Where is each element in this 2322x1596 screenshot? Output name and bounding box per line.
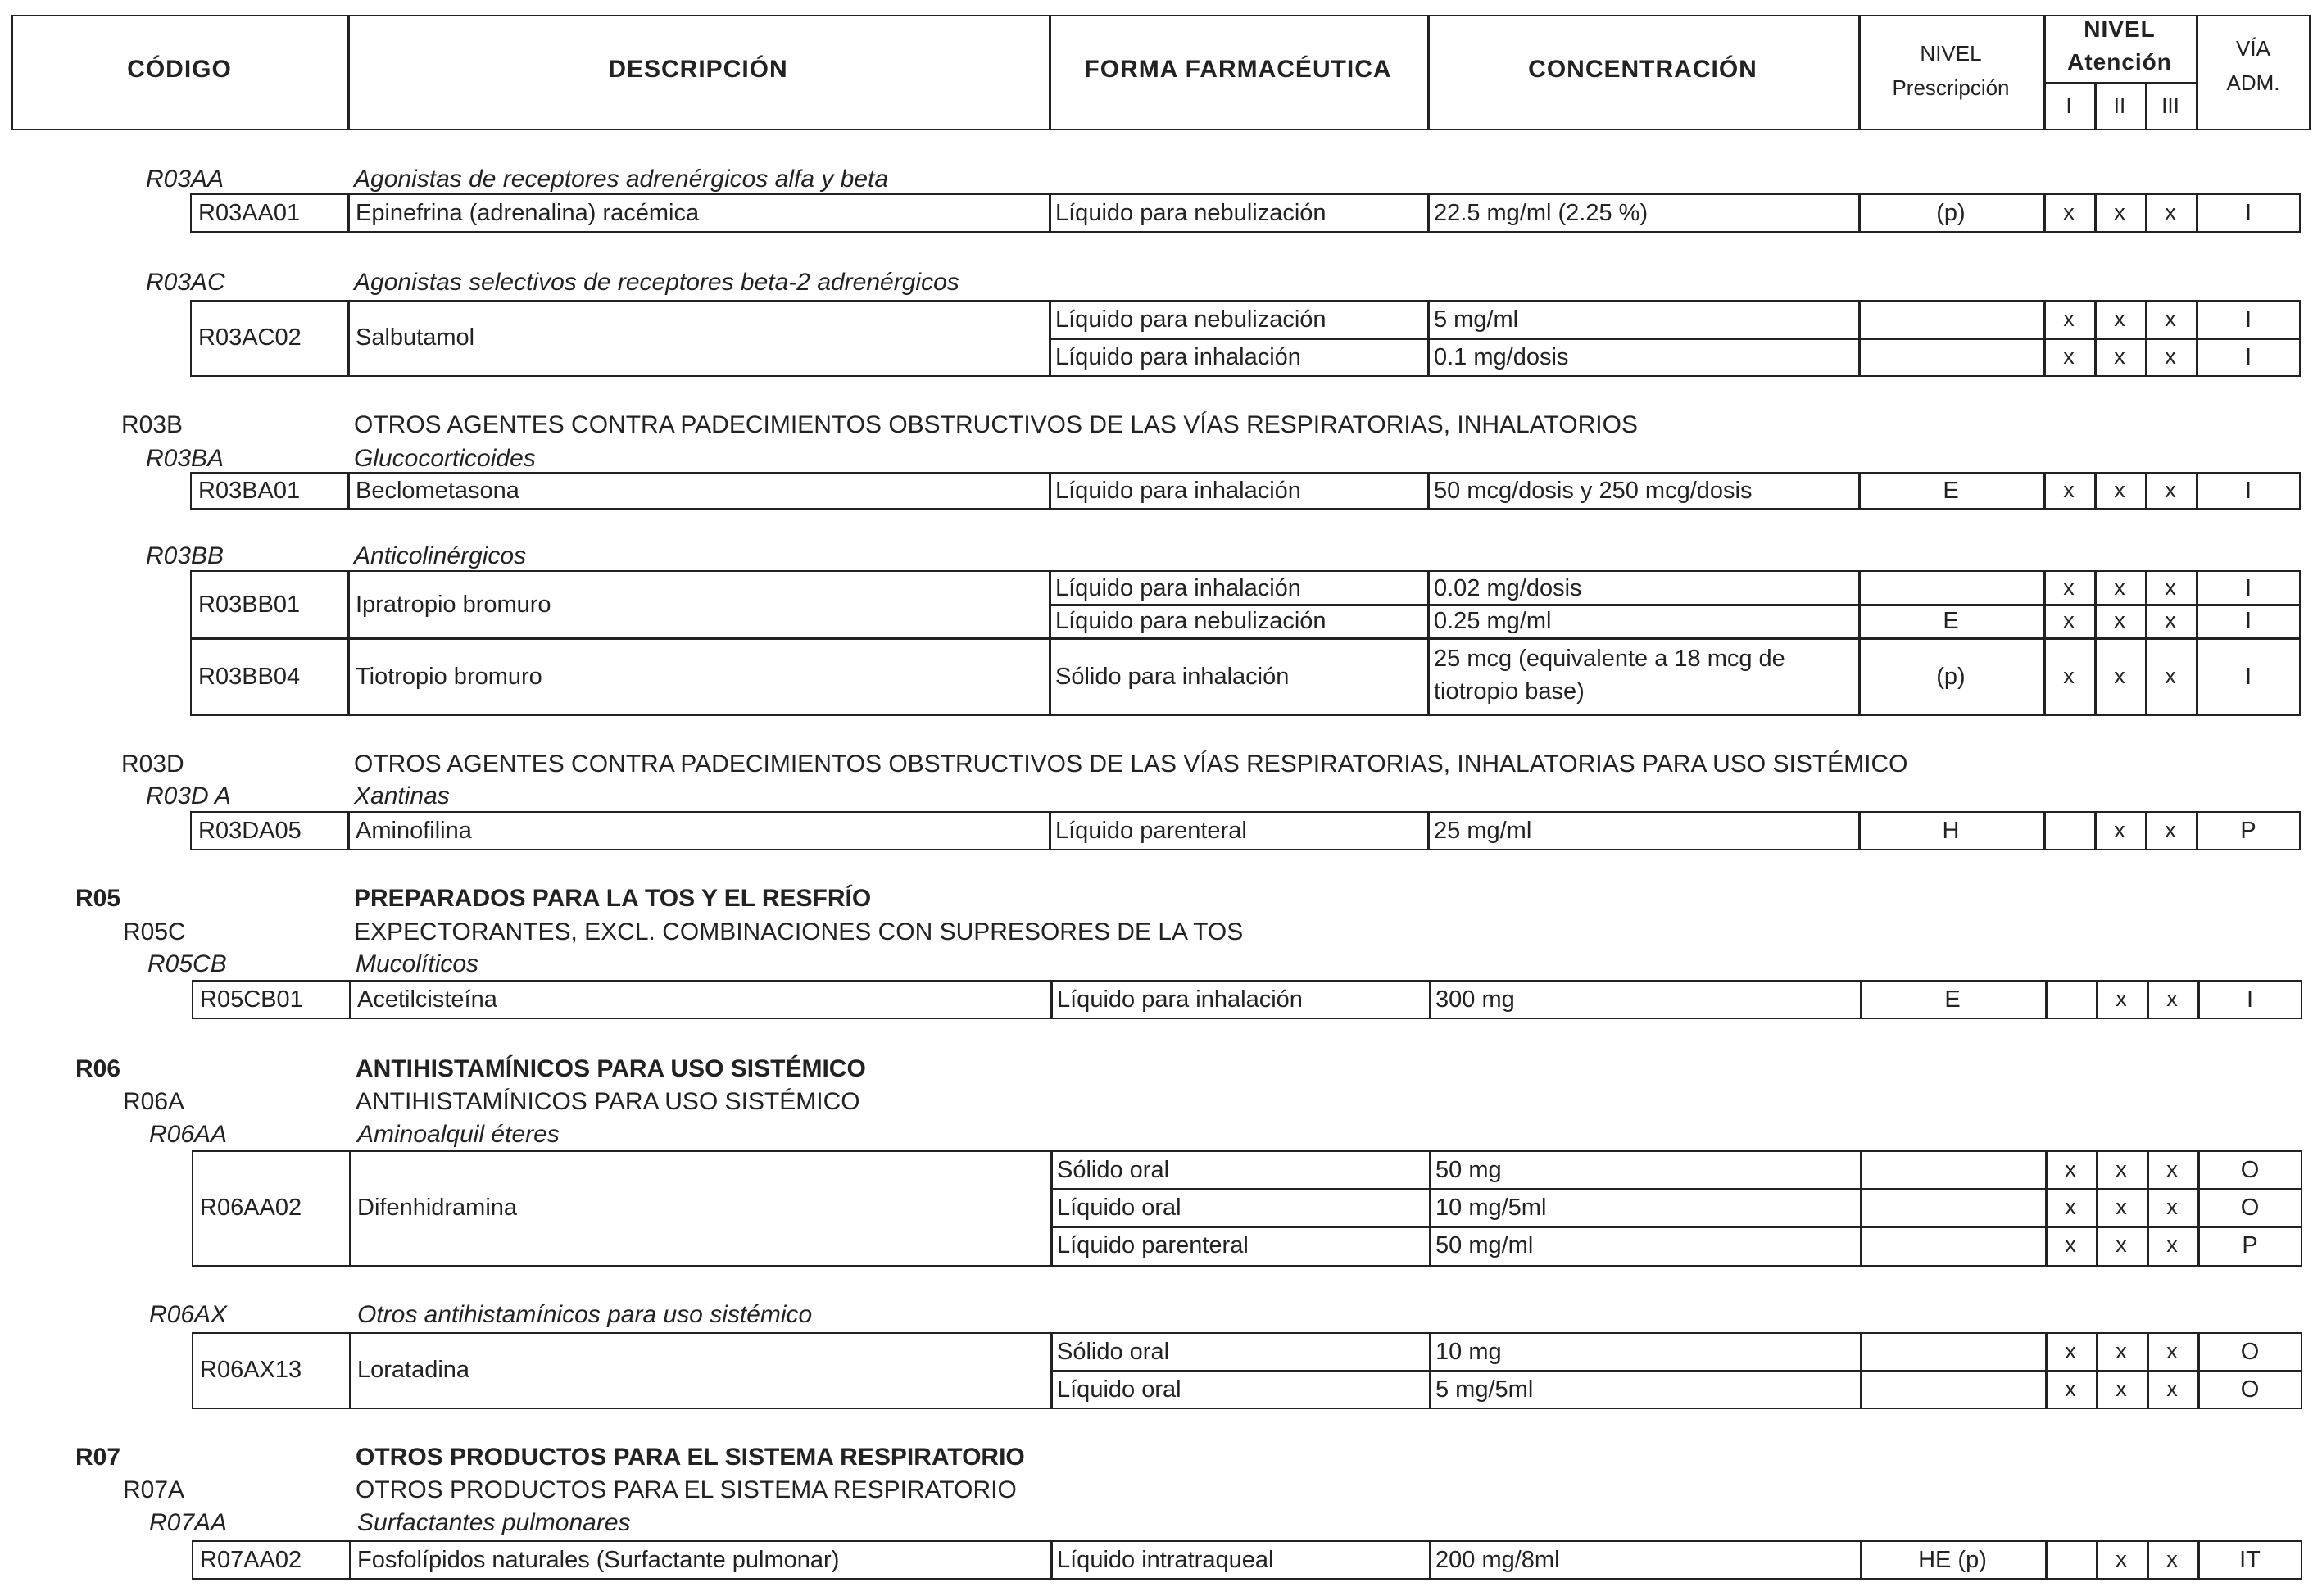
cell-divider (1427, 472, 1430, 510)
item-via: I (2244, 478, 2252, 504)
group-name: Mucolíticos (356, 950, 479, 977)
item-via: I (2244, 344, 2252, 370)
group-name: OTROS PRODUCTOS PARA EL SISTEMA RESPIRATORIO (356, 1476, 1017, 1503)
item-concentracion: 300 mg (1435, 986, 1515, 1013)
header-descripcion: DESCRIPCIÓN (608, 56, 788, 83)
cell-divider (347, 300, 350, 377)
item-concentracion: 25 mcg (equivalente a 18 mcg de (1434, 646, 1785, 672)
item-concentracion: 0.1 mg/dosis (1434, 344, 1569, 370)
row-divider (1050, 1226, 2302, 1228)
item-description: Ipratropio bromuro (356, 592, 551, 618)
group-name: Otros antihistamínicos para uso sistémico (357, 1301, 813, 1328)
item-forma: Líquido para inhalación (1055, 478, 1301, 504)
item-nivel-ii: x (2116, 986, 2127, 1011)
item-concentracion: 5 mg/ml (1434, 306, 1519, 333)
item-nivel-i: x (2065, 1339, 2076, 1363)
item-forma: Líquido para inhalación (1055, 344, 1301, 370)
item-nivel-prescripcion: E (1943, 478, 1959, 504)
item-nivel-prescripcion: HE (p) (1918, 1547, 1987, 1573)
cell-divider (347, 193, 350, 233)
item-forma: Líquido oral (1057, 1376, 1181, 1403)
item-description: Aminofilina (356, 818, 472, 844)
group-name: OTROS PRODUCTOS PARA EL SISTEMA RESPIRATORIO (356, 1444, 1025, 1471)
item-forma: Líquido parenteral (1055, 818, 1247, 844)
cell-divider (349, 1540, 351, 1580)
group-code: R07AA (149, 1509, 228, 1536)
item-forma: Líquido intratraqueal (1057, 1547, 1274, 1573)
item-description: Difenhidramina (357, 1195, 518, 1221)
item-code: R03AA01 (198, 200, 301, 226)
item-concentracion: 0.02 mg/dosis (1434, 575, 1582, 601)
item-forma: Sólido oral (1057, 1339, 1170, 1365)
item-via: O (2240, 1157, 2260, 1183)
header-atencion-i: I (2066, 93, 2072, 118)
item-nivel-iii: x (2166, 1547, 2178, 1571)
item-nivel-iii: x (2166, 986, 2178, 1011)
item-nivel-prescripcion: (p) (1936, 200, 1966, 226)
item-via: IT (2239, 1547, 2261, 1573)
item-nivel-ii: x (2114, 818, 2125, 842)
item-via: P (2240, 818, 2256, 844)
item-nivel-prescripcion: (p) (1936, 664, 1966, 690)
header-forma: FORMA FARMACÉUTICA (1084, 56, 1392, 83)
item-description: Loratadina (357, 1357, 470, 1383)
group-name: Xantinas (354, 782, 450, 809)
cell-divider (1049, 193, 1051, 233)
item-nivel-iii: x (2166, 1157, 2178, 1181)
item-nivel-ii: x (2114, 478, 2125, 502)
item-concentracion: 25 mg/ml (1434, 818, 1532, 844)
item-forma: Sólido para inhalación (1055, 664, 1290, 690)
item-nivel-i: x (2063, 608, 2075, 633)
header-atencion-iii: III (2161, 93, 2179, 118)
item-code: R03AC02 (198, 324, 302, 351)
group-code: R06AA (149, 1121, 228, 1148)
item-nivel-ii: x (2114, 200, 2125, 224)
header-via: VÍA (2236, 36, 2270, 61)
item-concentracion: 50 mg/ml (1435, 1232, 1534, 1258)
group-code: R03B (121, 411, 184, 438)
cell-divider (1860, 1332, 1862, 1409)
item-concentracion: 22.5 mg/ml (2.25 %) (1434, 200, 1649, 226)
group-code: R06A (123, 1088, 185, 1115)
cell-divider (2045, 1540, 2048, 1580)
item-nivel-iii: x (2165, 608, 2176, 633)
row-divider (1050, 1370, 2302, 1372)
item-via: O (2240, 1376, 2260, 1403)
cell-divider (349, 1150, 351, 1267)
item-nivel-iii: x (2166, 1376, 2178, 1401)
cell-divider (349, 980, 351, 1019)
item-concentracion: 10 mg/5ml (1435, 1195, 1547, 1221)
item-nivel-prescripcion: E (1944, 986, 1961, 1013)
cell-divider (1050, 1332, 1053, 1409)
header-nivel-atencion-sub: Atención (2067, 49, 2172, 75)
item-nivel-ii: x (2114, 344, 2125, 369)
group-code: R03AC (146, 269, 225, 296)
cell-divider (347, 811, 350, 850)
item-via: O (2240, 1195, 2260, 1221)
group-code: R06AX (149, 1301, 228, 1328)
header-via-sub: ADM. (2226, 70, 2280, 95)
cell-divider (1050, 1150, 1053, 1267)
cell-divider (1429, 980, 1431, 1019)
item-forma: Líquido oral (1057, 1195, 1181, 1221)
item-nivel-iii: x (2166, 1195, 2178, 1219)
item-description: Salbutamol (356, 324, 475, 351)
item-concentracion-cont: tiotropio base) (1434, 678, 1585, 705)
item-code: R07AA02 (200, 1547, 302, 1573)
item-nivel-ii: x (2114, 306, 2125, 331)
item-forma: Líquido para nebulización (1055, 608, 1327, 634)
cell-divider (349, 1332, 351, 1409)
group-code: R07 (75, 1444, 121, 1471)
group-code: R05 (75, 885, 121, 912)
item-forma: Sólido oral (1057, 1157, 1170, 1183)
item-nivel-iii: x (2166, 1232, 2178, 1257)
cell-divider (1050, 980, 1053, 1019)
item-nivel-i: x (2063, 575, 2075, 600)
group-name: ANTIHISTAMÍNICOS PARA USO SISTÉMICO (356, 1055, 866, 1082)
item-code: R03BB04 (198, 664, 301, 690)
item-nivel-ii: x (2116, 1157, 2127, 1181)
item-nivel-prescripcion: H (1942, 818, 1960, 844)
group-name: Anticolinérgicos (354, 542, 527, 569)
cell-divider (1427, 570, 1430, 716)
item-concentracion: 0.25 mg/ml (1434, 608, 1552, 634)
group-code: R03D (121, 750, 184, 778)
item-nivel-i: x (2063, 200, 2075, 224)
item-nivel-i: x (2065, 1157, 2076, 1181)
item-nivel-ii: x (2116, 1547, 2127, 1571)
item-nivel-iii: x (2165, 575, 2176, 600)
item-nivel-iii: x (2165, 306, 2176, 331)
header-divider (2043, 82, 2196, 84)
item-nivel-iii: x (2165, 200, 2176, 224)
row-divider (1049, 604, 2301, 606)
item-nivel-ii: x (2116, 1232, 2127, 1257)
group-code: R03BA (146, 445, 224, 472)
cell-divider (1429, 1540, 1431, 1580)
cell-divider (1427, 193, 1430, 233)
item-forma: Líquido para nebulización (1055, 200, 1327, 226)
item-concentracion: 10 mg (1435, 1339, 1502, 1365)
row-divider (190, 637, 2301, 640)
item-code: R03BB01 (198, 592, 301, 618)
item-code: R05CB01 (200, 986, 303, 1013)
item-via: I (2246, 986, 2254, 1013)
header-nivel-prescripcion-sub: Prescripción (1892, 75, 2010, 100)
item-nivel-i: x (2065, 1376, 2076, 1401)
item-via: P (2242, 1232, 2258, 1258)
item-concentracion: 50 mcg/dosis y 250 mcg/dosis (1434, 478, 1753, 504)
cell-divider (1427, 811, 1430, 850)
group-code: R06 (75, 1055, 121, 1082)
item-nivel-ii: x (2114, 664, 2125, 688)
cell-divider (1049, 811, 1051, 850)
item-via: I (2244, 608, 2252, 634)
item-concentracion: 200 mg/8ml (1435, 1547, 1560, 1573)
item-via: I (2244, 200, 2252, 226)
item-description: Beclometasona (356, 478, 519, 504)
item-forma: Líquido para inhalación (1057, 986, 1303, 1013)
cell-divider (1049, 570, 1051, 716)
item-nivel-iii: x (2166, 1339, 2178, 1363)
item-code: R06AA02 (200, 1195, 302, 1221)
item-via: I (2244, 575, 2252, 601)
item-nivel-i: x (2063, 306, 2075, 331)
item-concentracion: 50 mg (1435, 1157, 1502, 1183)
cell-divider (2045, 980, 2048, 1019)
group-code: R05CB (147, 950, 227, 977)
group-name: PREPARADOS PARA LA TOS Y EL RESFRÍO (354, 885, 872, 912)
group-name: Surfactantes pulmonares (357, 1509, 631, 1536)
item-description: Fosfolípidos naturales (Surfactante pulmonar) (357, 1547, 840, 1573)
group-name: OTROS AGENTES CONTRA PADECIMIENTOS OBSTRUCTIVOS DE LAS VÍAS RESPIRATORIAS, INHALATORIAS PARA USO SISTÉMICO (354, 750, 1908, 778)
group-name: Agonistas selectivos de receptores beta-2 adrenérgicos (354, 269, 959, 296)
group-name: ANTIHISTAMÍNICOS PARA USO SISTÉMICO (356, 1088, 860, 1115)
header-codigo: CÓDIGO (127, 56, 232, 83)
item-nivel-iii: x (2165, 664, 2176, 688)
item-nivel-iii: x (2165, 818, 2176, 842)
item-forma: Líquido para inhalación (1055, 575, 1301, 601)
item-nivel-i: x (2063, 664, 2075, 688)
cell-divider (347, 472, 350, 510)
cell-divider (1429, 1332, 1431, 1409)
item-description: Tiotropio bromuro (356, 664, 542, 690)
group-code: R03AA (146, 165, 224, 193)
item-nivel-ii: x (2114, 575, 2125, 600)
item-nivel-prescripcion: E (1943, 608, 1959, 634)
item-nivel-ii: x (2116, 1195, 2127, 1219)
cell-divider (1860, 1150, 1862, 1267)
item-via: O (2240, 1339, 2260, 1365)
item-nivel-i: x (2065, 1232, 2076, 1257)
group-code: R07A (123, 1476, 185, 1503)
item-nivel-ii: x (2116, 1376, 2127, 1401)
item-nivel-ii: x (2116, 1339, 2127, 1363)
item-forma: Líquido parenteral (1057, 1232, 1249, 1258)
header-divider (1858, 15, 1861, 130)
group-name: OTROS AGENTES CONTRA PADECIMIENTOS OBSTRUCTIVOS DE LAS VÍAS RESPIRATORIAS, INHALATORIOS (354, 411, 1638, 438)
cell-divider (1050, 1540, 1053, 1580)
row-divider (1049, 338, 2301, 340)
cell-divider (1429, 1150, 1431, 1267)
item-nivel-i: x (2063, 478, 2075, 502)
header-atencion-ii: II (2113, 93, 2126, 118)
item-nivel-ii: x (2114, 608, 2125, 633)
cell-divider (347, 570, 350, 716)
item-description: Acetilcisteína (357, 986, 497, 1013)
group-code: R03BB (146, 542, 224, 569)
item-code: R03DA05 (198, 818, 302, 844)
header-nivel-prescripcion: NIVEL (1920, 41, 1982, 66)
group-code: R05C (123, 918, 186, 945)
header-nivel-atencion: NIVEL (2084, 16, 2156, 42)
row-divider (1050, 1188, 2302, 1190)
item-nivel-i: x (2063, 344, 2075, 369)
item-forma: Líquido para nebulización (1055, 306, 1327, 333)
item-code: R06AX13 (200, 1357, 302, 1383)
cell-divider (1049, 472, 1051, 510)
item-concentracion: 5 mg/5ml (1435, 1376, 1534, 1403)
group-name: Aminoalquil éteres (357, 1121, 560, 1148)
group-code: R03D A (146, 782, 231, 809)
group-name: EXPECTORANTES, EXCL. COMBINACIONES CON SUPRESORES DE LA TOS (354, 918, 1244, 945)
item-via: I (2244, 306, 2252, 333)
item-description: Epinefrina (adrenalina) racémica (356, 200, 700, 226)
item-nivel-i: x (2065, 1195, 2076, 1219)
cell-divider (2043, 811, 2046, 850)
item-code: R03BA01 (198, 478, 301, 504)
item-nivel-iii: x (2165, 478, 2176, 502)
cell-divider (1858, 570, 1861, 716)
header-concentracion: CONCENTRACIÓN (1528, 56, 1757, 83)
group-name: Agonistas de receptores adrenérgicos alfa y beta (354, 165, 889, 193)
item-via: I (2244, 664, 2252, 690)
group-name: Glucocorticoides (354, 445, 536, 472)
item-nivel-iii: x (2165, 344, 2176, 369)
